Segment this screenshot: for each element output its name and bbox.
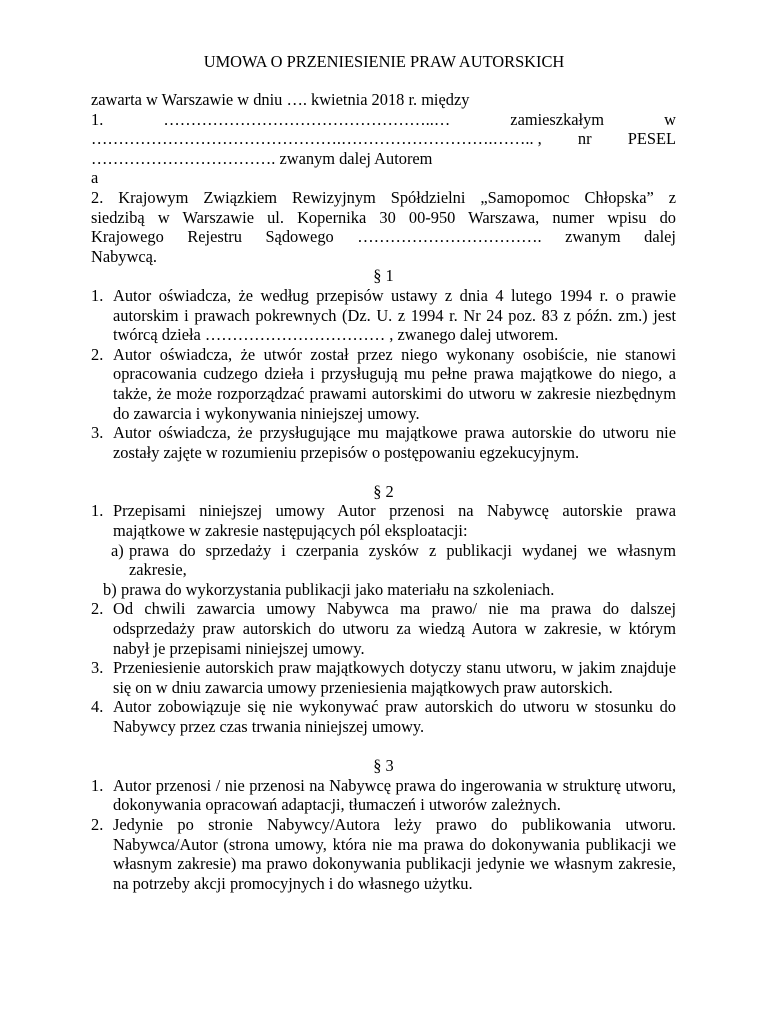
nr-label: nr (577, 129, 592, 149)
item-text: Od chwili zawarcia umowy Nabywca ma prawo/ nie ma prawa do dalszej odsprzedaży praw autorskich do utworu za wiedzą Autora w zakresie, w którym nabył je przepisami niniejszej umowy. (113, 599, 676, 658)
spacer (91, 737, 676, 757)
party1-dots: …………………………………………..… (163, 109, 451, 129)
section-1-list (91, 286, 676, 462)
section-3-item (91, 815, 676, 893)
intro-line-1: zawarta w Warszawie w dniu …. kwietnia 2018 r. między (91, 90, 470, 109)
party2-block (91, 188, 676, 266)
item-number: 2. (91, 599, 104, 619)
section-2-item (91, 658, 676, 697)
document-body (91, 90, 676, 893)
party1-residence-word: zamieszkałym (510, 109, 605, 129)
spacer (91, 462, 676, 482)
item-number: 4. (91, 697, 104, 717)
subitem-text: prawa do sprzedaży i czerpania zysków z publikacji wydanej we własnym zakresie, (129, 540, 676, 580)
section-2-list (91, 501, 676, 540)
item-text: Przepisami niniejszej umowy Autor przenosi na Nabywcę autorskie prawa majątkowe w zakresie następujących pól eksploatacji: (113, 501, 676, 541)
party2-line-3: Krajowego Rejestru Sądowego ……………………………. zwanym dalej (91, 227, 676, 247)
section-2-item (91, 599, 676, 658)
item-text: Jedynie po stronie Nabywcy/Autora leży prawo do publikowania utworu. Nabywca/Autor (strona umowy, która nie ma prawa do dokonywania publikacji we własnym zakresie) ma prawo dokonywania publikacji jedynie we własnym zakresie, na potrzeby akcji promocyjnych i do własnego użytku. (113, 814, 676, 893)
section-2-list-cont (91, 599, 676, 736)
intro-line-4: ……………………………. zwanym dalej Autorem (91, 148, 433, 168)
intro-line-2 (91, 110, 676, 130)
section-1-item (91, 345, 676, 423)
item-number: 1. (91, 285, 104, 305)
item-text: Autor oświadcza, że przysługujące mu majątkowe prawa autorskie do utworu nie zostały zajęte w rozumieniu przepisów o postępowaniu egzekucyjnym. (113, 423, 676, 462)
item-number: 2. (91, 344, 104, 364)
item-text: Przeniesienie autorskich praw majątkowych dotyczy stanu utworu, w jakim znajduje się on w dniu zawarcia umowy przeniesienia majątkowych praw autorskich. (113, 658, 676, 697)
party1-w: w (664, 109, 676, 129)
section-1-item (91, 423, 676, 462)
document-title: UMOWA O PRZENIESIENIE PRAW AUTORSKICH (203, 52, 565, 71)
section-1-heading: § 1 (373, 266, 394, 286)
section-2-heading: § 2 (373, 481, 394, 501)
section-3-list (91, 776, 676, 894)
item-number: 1. (91, 775, 104, 795)
subitem-a (91, 541, 676, 580)
intro-line-3 (91, 129, 676, 149)
item-text: Autor oświadcza, że utwór został przez niego wykonany osobiście, nie stanowi opracowania cudzego dzieła i przysługują mu pełne prawa majątkowe do niego, a także, że może rozporządzać prawami autorskimi do utworu w zakresie niezbędnym do zawarcia i wykonywania niniejszej umowy. (113, 344, 676, 423)
intro-a: a (91, 168, 99, 188)
item-text: Autor przenosi / nie przenosi na Nabywcę prawa do ingerowania w strukturę utworu, dokonywania opracowań adaptacji, tłumaczeń i utworów zależnych. (113, 775, 676, 815)
item-number: 3. (91, 658, 104, 678)
party2-line-4: Nabywcą. (91, 246, 157, 266)
subitem-text: prawa do wykorzystania publikacji jako materiału na szkoleniach. (121, 579, 555, 599)
item-number: 3. (91, 423, 104, 443)
item-number: 1. (91, 501, 104, 521)
item-text: Autor zobowiązuje się nie wykonywać praw autorskich do utworu w stosunku do Nabywcy przez czas trwania niniejszej umowy. (113, 697, 676, 736)
subitem-label: b) (103, 579, 117, 599)
pesel-label: PESEL (627, 129, 676, 149)
party2-line-2: siedzibą w Warszawie ul. Kopernika 30 00-950 Warszawa, numer wpisu do (91, 207, 676, 227)
subitem-b (91, 580, 676, 600)
section-3-heading: § 3 (373, 756, 394, 776)
party1-number: 1. (91, 109, 104, 129)
item-text: Autor oświadcza, że według przepisów ustawy z dnia 4 lutego 1994 r. o prawie autorskim i prawach pokrewnych (Dz. U. z 1994 r. Nr 24 poz. 83 z późn. zm.) jest twórcą dzieła …………………………… , zwanego dalej utworem. (113, 285, 676, 345)
section-2-item (91, 501, 676, 540)
item-number: 2. (91, 814, 104, 834)
section-3-item (91, 776, 676, 815)
section-2-item (91, 697, 676, 736)
subitem-label: a) (111, 540, 124, 560)
section-1-item (91, 286, 676, 345)
address-dots: ……………………………………….……………………….…….. , (91, 129, 542, 149)
party2-line-1: 2. Krajowym Związkiem Rewizyjnym Spółdzielni „Samopomoc Chłopska” z (91, 187, 676, 207)
